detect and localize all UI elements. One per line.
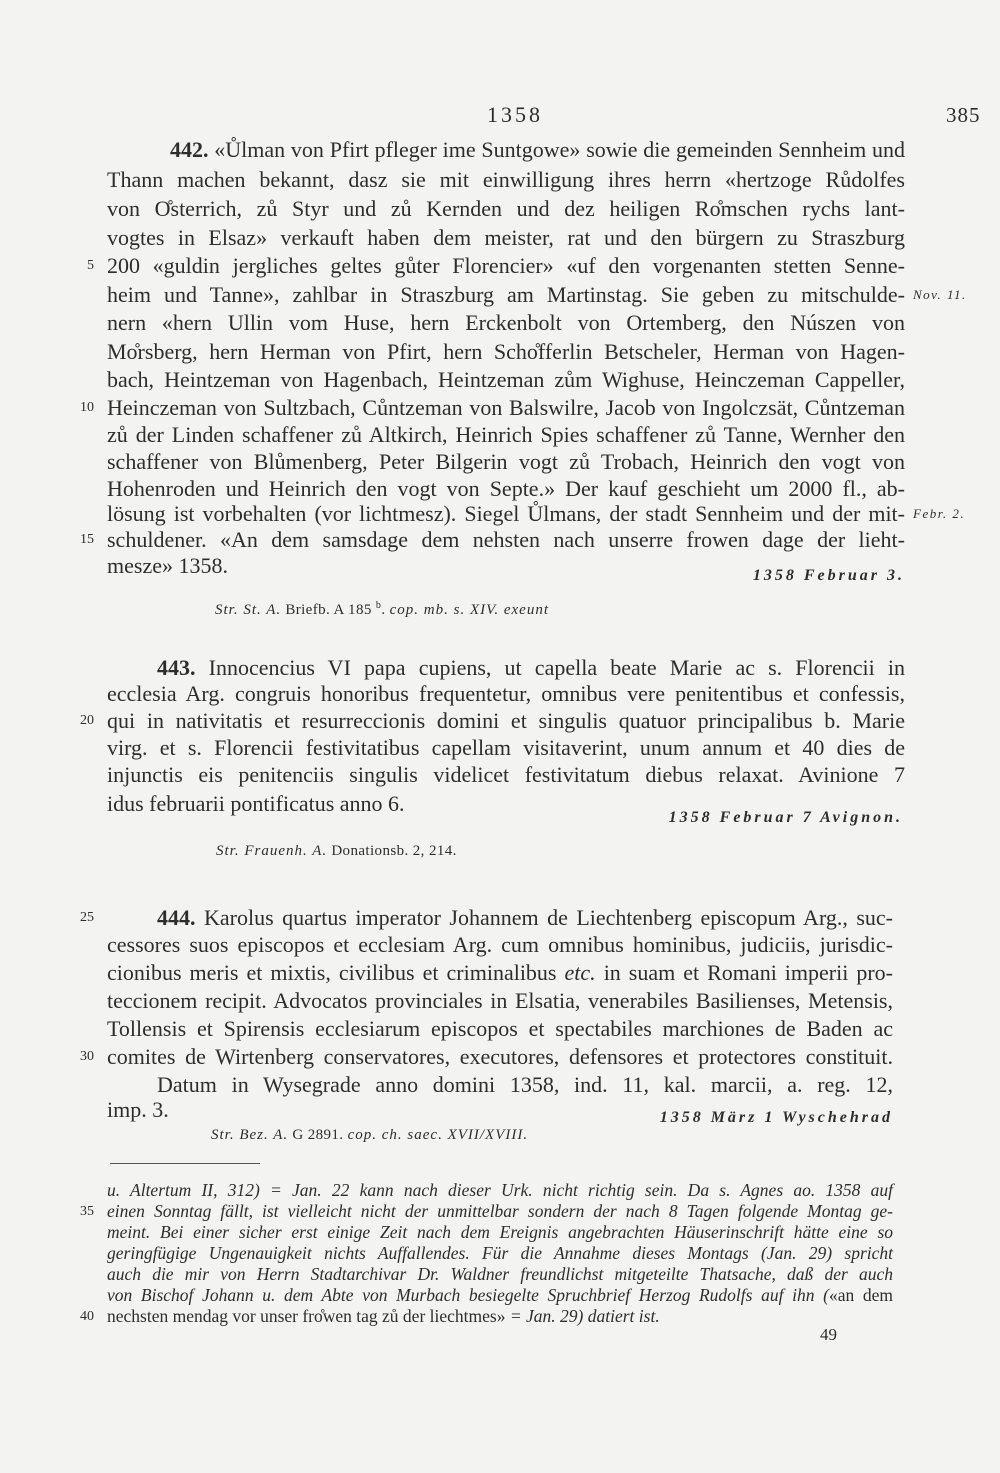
text-line: mesze» 1358. <box>107 553 228 578</box>
text-line <box>107 959 893 987</box>
citation-reference: Briefb. A 185 <box>285 602 372 618</box>
text-line: imp. 3. <box>107 1097 169 1122</box>
text-line: cessores suos episcopos et ecclesiam Arg. cum omnibus hominibus, judiciis, jurisdic- <box>107 932 893 957</box>
line-number: 35 <box>80 1204 94 1219</box>
line-number: 25 <box>80 910 94 925</box>
text-line-content: Karolus quartus imperator Johannem de Liechtenberg episcopum Arg., suc- <box>204 905 894 930</box>
margin-date-note: Nov. 11. <box>913 287 967 302</box>
text-line: Datum in Wysegrade anno domini 1358, ind. 11, kal. marcii, a. reg. 12, <box>157 1072 893 1097</box>
text-line: schuldener. «An dem samsdage dem nehsten nach unserre frowen dage der lieht- <box>107 527 905 552</box>
footnote-line: einen Sonntag fällt, ist vielleicht nicht der unmittelbar sondern der nach 8 Tagen folgende Montag ge- <box>107 1201 893 1221</box>
footnote-text: von Bischof Johann u. dem Abte von Murbach besiegelte Spruchbrief Herzog Rudolfs auf ihn ( <box>107 1285 829 1305</box>
text-line: von O̊sterrich, zů Styr und zů Kernden und dez heiligen Ro̊mschen rychs lant- <box>107 196 905 221</box>
citation-reference: Donationsb. 2, 214. <box>331 843 457 859</box>
line-number: 30 <box>80 1049 94 1064</box>
text-line: Mo̊rsberg, hern Herman von Pfirt, hern Scho̊fferlin Betscheler, Herman von Hagen- <box>107 339 905 364</box>
footnote-line: u. Altertum II, 312) = Jan. 22 kann nach dieser Urk. nicht richtig sein. Da s. Agnes ao. 1358 auf <box>107 1180 893 1200</box>
citation-archive: Str. St. A. <box>215 602 282 618</box>
entry-number: 443. <box>157 655 196 680</box>
citation-archive: Str. Frauenh. A. <box>216 843 328 859</box>
text-line: 200 «guldin jergliches geltes gůter Florencier» «uf den vorgenanten stetten Senne- <box>107 253 905 278</box>
text-line <box>157 904 893 932</box>
text-line: Heinczeman von Sultzbach, Cůntzeman von Balswilre, Jacob von Ingolczsät, Cůntzeman <box>107 395 905 420</box>
source-citation <box>211 1125 528 1145</box>
text-line: zů der Linden schaffener zů Altkirch, Heinrich Spies schaffener zů Tanne, Wernher den <box>107 422 905 447</box>
text-line: ecclesia Arg. congruis honoribus frequentetur, omnibus vere penitentibus et confessis, <box>107 681 905 706</box>
text-line: bach, Heintzeman von Hagenbach, Heintzeman zům Wighuse, Heinczeman Cappeller, <box>107 367 905 392</box>
text-line: virg. et s. Florencii festivitatibus capellam visitaverint, unum annum et 40 dies de <box>107 735 905 760</box>
line-number: 15 <box>80 532 94 547</box>
sheet-signature: 49 <box>820 1325 837 1344</box>
line-number: 5 <box>87 258 94 273</box>
entry-number: 442. <box>170 137 209 162</box>
citation-copy: cop. ch. saec. XVII/XVIII. <box>347 1127 529 1143</box>
footnote-rule <box>110 1163 260 1164</box>
text-line: Hohenroden und Heinrich den vogt von Septe.» Der kauf geschieht um 2000 fl., ab- <box>107 476 905 501</box>
text-line: lösung ist vorbehalten (vor lichtmesz). Siegel Ůlmans, der stadt Sennheim und der mit- <box>107 501 905 526</box>
text-line: qui in nativitatis et resurreccionis domini et singulis quatuor principalibus b. Marie <box>107 708 905 733</box>
text-line: teccionem recipit. Advocatos provinciales in Elsatia, venerabiles Basilienses, Metensis, <box>107 988 893 1013</box>
citation-reference: G 2891. <box>292 1127 344 1143</box>
citation-archive: Str. Bez. A. <box>211 1127 289 1143</box>
page-number: 385 <box>946 103 981 127</box>
text-line: comites de Wirtenberg conservatores, executores, defensores et protectores constituit. <box>107 1044 893 1069</box>
citation-copy: cop. mb. s. XIV. exeunt <box>389 602 549 618</box>
text-line-content: Innocencius VI papa cupiens, ut capella beate Marie ac s. Florencii in <box>208 655 905 680</box>
text-line: heim und Tanne», zahlbar in Straszburg am Martinstag. Sie geben zu mitschulde- <box>107 282 905 307</box>
citation-superscript: b <box>375 600 382 611</box>
source-citation <box>215 596 549 620</box>
footnote-line <box>107 1285 893 1306</box>
text-line: schaffener von Blůmenberg, Peter Bilgerin vogt zů Trobach, Heinrich den vogt von <box>107 449 905 474</box>
text-line-content: «Ůlman von Pfirt pfleger ime Suntgowe» sowie die gemeinden Sennheim und <box>214 137 906 162</box>
footnote-line: meint. Bei einer sicher erst einige Zeit nach dem Ereignis angebrachten Häuserinschrift hätte eine so <box>107 1222 893 1242</box>
text-line: idus februarii pontificatus anno 6. <box>107 791 405 816</box>
footnote-line: auch die mir von Herrn Stadtarchivar Dr. Waldner freundlichst mitgeteilte Thatsache, daß der auch <box>107 1264 893 1284</box>
line-number: 20 <box>80 713 94 728</box>
text-line-content: cionibus meris et mixtis, civilibus et criminalibus <box>107 960 557 985</box>
italic-abbreviation: etc. <box>564 960 596 985</box>
entry-date: 1358 Februar 3. <box>752 567 905 584</box>
footnote-quote: nechsten mendag vor unser fro̊wen tag zů der liechtmes» <box>107 1306 506 1326</box>
entry-date: 1358 Februar 7 Avignon. <box>668 809 903 826</box>
citation-reference-end: . <box>381 602 386 618</box>
text-line: vogtes in Elsaz» verkauft haben dem meister, rat und den bürgern zu Straszburg <box>107 225 905 250</box>
entry-date: 1358 März 1 Wyschehrad <box>659 1109 893 1126</box>
source-citation <box>216 841 457 861</box>
text-line: Tollensis et Spirensis ecclesiarum episcopos et spectabiles marchiones de Baden ac <box>107 1016 893 1041</box>
text-line-content: in suam et Romani imperii pro- <box>603 960 894 985</box>
footnote-text: = Jan. 29) datiert ist. <box>509 1306 660 1326</box>
footnote-line: geringfügige Ungenauigkeit nichts Auffallendes. Für die Annahme dieses Montags (Jan. 29) spricht <box>107 1243 893 1263</box>
entry-number: 444. <box>157 905 196 930</box>
footnote-quote: «an dem <box>828 1285 893 1305</box>
running-head-year: 1358 <box>487 102 543 127</box>
text-line <box>157 654 905 682</box>
text-line: injunctis eis penitenciis singulis videlicet festivitatum diebus relaxat. Avinione 7 <box>107 762 905 787</box>
margin-date-note: Febr. 2. <box>913 506 966 521</box>
line-number: 10 <box>80 400 94 415</box>
text-line <box>170 136 905 164</box>
line-number: 40 <box>80 1309 94 1324</box>
text-line: Thann machen bekannt, dasz sie mit einwilligung ihres herrn «hertzoge Růdolfes <box>107 167 905 192</box>
text-line: nern «hern Ullin vom Huse, hern Erckenbolt von Ortemberg, den Núszen von <box>107 310 905 335</box>
footnote-line <box>107 1306 893 1327</box>
